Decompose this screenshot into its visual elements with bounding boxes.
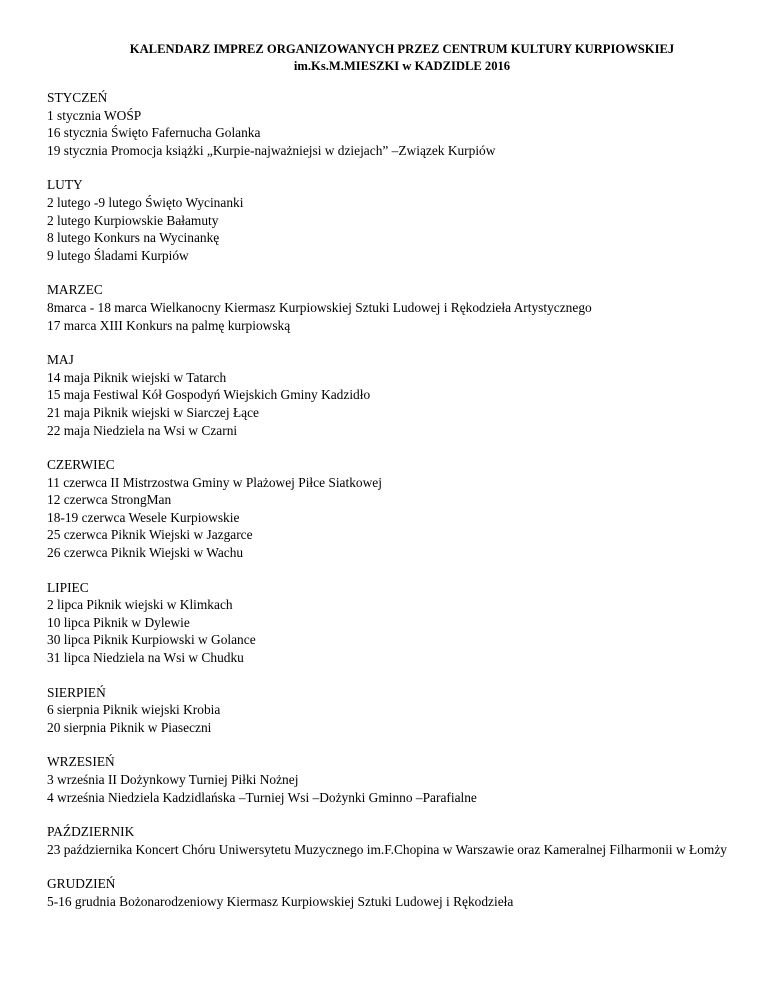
month-name: MARZEC [47,282,103,298]
month-name: LUTY [47,177,83,193]
month-section [47,684,748,737]
month-name: MAJ [47,352,74,368]
month-section [47,351,748,439]
event-item: 15 maja Festiwal Kół Gospodyń Wiejskich Gminy Kadzidło [47,387,371,403]
event-item: 2 lutego Kurpiowskie Bałamuty [47,212,219,228]
event-item: 10 lipca Piknik w Dylewie [47,614,190,630]
document-title [47,41,748,75]
event-item: 30 lipca Piknik Kurpiowski w Golance [47,632,256,648]
title-line-1: KALENDARZ IMPREZ ORGANIZOWANYCH PRZEZ CENTRUM KULTURY KURPIOWSKIEJ [129,42,675,56]
event-item: 4 września Niedziela Kadzidlańska –Turniej Wsi –Dożynki Gminno –Parafialne [47,789,477,805]
event-item: 26 czerwca Piknik Wiejski w Wachu [47,545,244,561]
event-item: 11 czerwca II Mistrzostwa Gminy w Plażowej Piłce Siatkowej [47,474,382,490]
months-list [47,89,748,911]
event-item: 12 czerwca StrongMan [47,492,172,508]
month-section [47,89,748,159]
month-section [47,281,748,334]
event-item: 9 lutego Śladami Kurpiów [47,247,189,263]
event-item: 2 lipca Piknik wiejski w Klimkach [47,597,233,613]
event-item: 6 sierpnia Piknik wiejski Krobia [47,702,221,718]
event-item: 31 lipca Niedziela na Wsi w Chudku [47,650,244,666]
month-section [47,456,748,562]
event-item: 25 czerwca Piknik Wiejski w Jazgarce [47,527,253,543]
month-name: SIERPIEŃ [47,684,106,700]
title-line-2: im.Ks.M.MIESZKI w KADZIDLE 2016 [293,59,511,73]
event-item: 3 września II Dożynkowy Turniej Piłki Nożnej [47,772,299,787]
month-name: GRUDZIEŃ [47,876,116,892]
event-item: 20 sierpnia Piknik w Piaseczni [47,719,212,735]
month-name: LIPIEC [47,579,89,595]
event-item: 8marca - 18 marca Wielkanocny Kiermasz Kurpiowskiej Sztuki Ludowej i Rękodzieła Artystycznego [47,299,592,315]
event-item: 22 maja Niedziela na Wsi w Czarni [47,422,238,438]
month-section [47,753,748,806]
event-item: 2 lutego -9 lutego Święto Wycinanki [47,194,244,210]
month-section [47,875,748,910]
event-item: 16 stycznia Święto Fafernucha Golanka [47,125,261,141]
month-section [47,823,748,858]
event-item: 17 marca XIII Konkurs na palmę kurpiowską [47,317,291,333]
event-item: 18-19 czerwca Wesele Kurpiowskie [47,509,240,525]
month-name: STYCZEŃ [47,90,108,105]
event-item: 5-16 grudnia Bożonarodzeniowy Kiermasz Kurpiowskiej Sztuki Ludowej i Rękodzieła [47,893,514,909]
event-item: 8 lutego Konkurs na Wycinankę [47,230,220,246]
month-name: CZERWIEC [47,457,115,473]
month-name: PAŹDZIERNIK [47,824,135,840]
event-item: 1 stycznia WOŚP [47,107,142,123]
month-name: WRZESIEŃ [47,754,115,770]
event-item: 21 maja Piknik wiejski w Siarczej Łące [47,404,259,420]
event-item: 19 stycznia Promocja książki „Kurpie-najważniejsi w dziejach” –Związek Kurpiów [47,142,496,158]
event-item: 14 maja Piknik wiejski w Tatarch [47,369,227,385]
month-section [47,579,748,667]
event-item: 23 października Koncert Chóru Uniwersytetu Muzycznego im.F.Chopina w Warszawie oraz Kameralnej Filharmonii w Łomży [47,841,727,857]
month-section [47,176,748,264]
